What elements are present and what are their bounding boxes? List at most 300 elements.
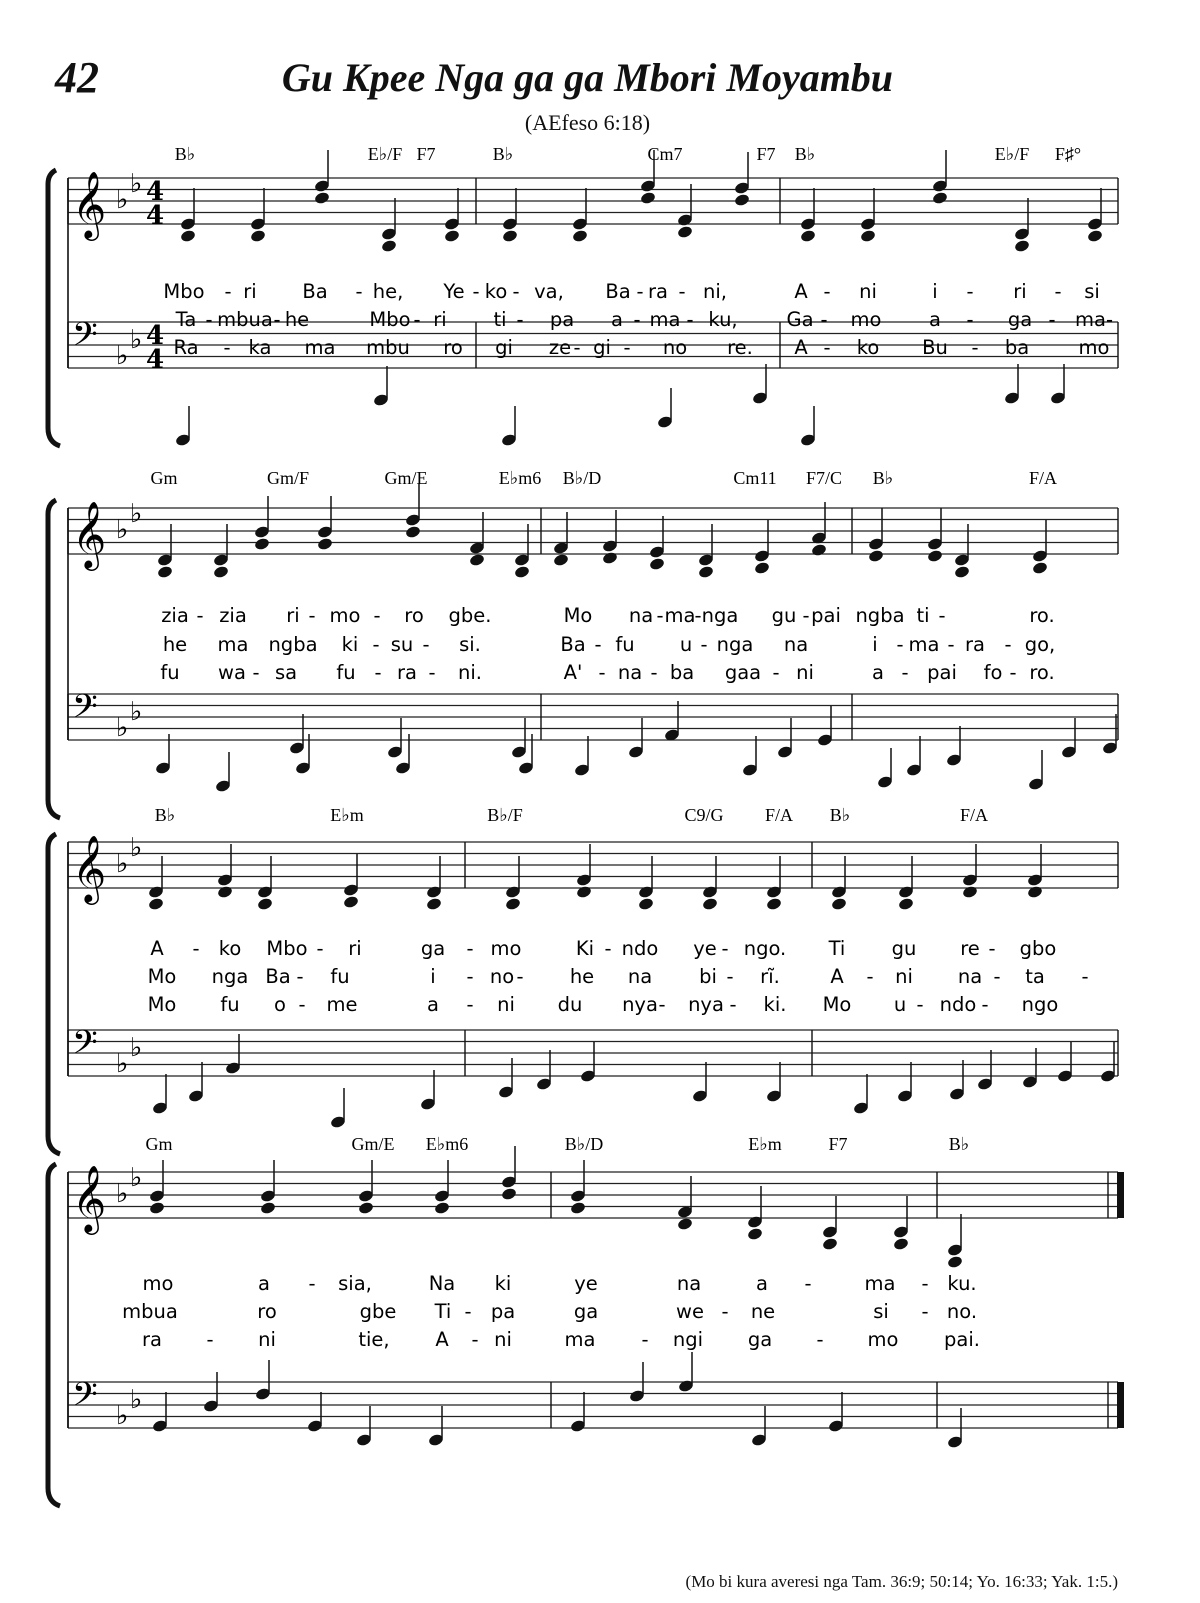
bass-note [356,1406,373,1447]
bass-clef-icon: 𝄢 [72,1024,98,1070]
bass-note [946,726,963,767]
lyric-syllable: Bu [922,336,948,359]
bass-note [152,1392,169,1433]
chord-symbol: F7/C [805,468,843,488]
lyric-syllable: a [611,308,623,331]
bass-note [574,736,591,777]
lyric-syllable: mo [1078,336,1110,359]
lyric-syllable: si. [459,633,481,656]
notehead [149,1201,166,1215]
key-flat-icon: ♭ [130,1385,143,1415]
treble-note [811,502,828,557]
lyric-syllable: - [804,1272,812,1295]
lyric-syllable: pa [490,1300,516,1323]
lyric-syllable: - [901,661,909,684]
lyric-syllable: - [296,965,304,988]
lyric-syllable: - [472,280,480,303]
lyric-syllable: ni [895,965,913,988]
bass-clef-icon: 𝄢 [72,688,98,734]
treble-note [1032,520,1049,575]
notehead [898,897,915,911]
notehead [754,561,771,575]
chord-symbol: B♭ [154,805,176,825]
lyric-syllable: ro [257,1300,277,1323]
lyric-syllable: o [274,993,286,1016]
notehead [831,897,848,911]
bass-note [1022,1048,1039,1089]
lyric-syllable: rĩ. [760,965,780,988]
bass-note [853,1074,870,1115]
lyric-syllable: gaa [724,661,762,684]
lyric-syllable: gbe. [448,604,492,627]
notehead [469,553,486,567]
chord-symbol: F/A [959,805,989,825]
lyric-syllable: ri [286,604,300,627]
treble-clef-icon: 𝄞 [72,1164,107,1232]
treble-note [257,856,274,911]
lyric-syllable: pa [549,308,575,331]
treble-note [927,508,944,563]
lyric-syllable: - [512,280,520,303]
system-brace [48,834,60,1154]
treble-note [149,1160,166,1215]
lyric-syllable: me [326,993,358,1016]
time-signature-top: 4 [146,177,165,207]
bass-note [877,748,894,789]
treble-note [405,484,422,539]
lyric-syllable: - [721,1300,729,1323]
notehead [868,549,885,563]
lyric-syllable: wa [218,661,246,684]
lyric-syllable: - [656,604,664,627]
treble-note [677,1176,694,1231]
bass-note [373,366,390,407]
lyric-syllable: - [823,280,831,303]
lyric-syllable: - [604,937,612,960]
lyric-line-verse-3 [148,993,1059,1016]
bass-note [188,1062,205,1103]
key-flat-icon: ♭ [116,515,129,545]
bass-note [307,1392,324,1433]
key-flat-icon: ♭ [116,1401,129,1431]
hymn-number: 42 [55,53,99,102]
bass-note [570,1392,587,1433]
lyric-syllable: - [729,993,737,1016]
notehead [811,543,828,557]
lyric-syllable: mbua [217,308,273,331]
lyric-syllable: ngi [672,1328,704,1351]
lyric-syllable: Ba [560,633,586,656]
bass-note [428,1406,445,1447]
lyric-syllable: - [726,965,734,988]
lyric-syllable: Mo [822,993,852,1016]
lyric-syllable: Mo [147,993,177,1016]
lyric-syllable: - [1004,633,1012,656]
lyric-syllable: Ga [786,308,814,331]
lyric-syllable: ngo [1021,993,1059,1016]
lyric-syllable: - [966,308,974,331]
lyric-syllable: ni [494,1328,512,1351]
lyric-syllable: - [464,1300,472,1323]
lyric-syllable: A [435,1328,449,1351]
hymn-title: Gu Kpee Nga ga ga Mbori Moyambu [281,55,894,100]
lyric-syllable: ko [856,336,880,359]
lyric-syllable: - [516,308,524,331]
chord-symbol: F/A [764,805,794,825]
lyric-syllable: ne [750,1300,776,1323]
lyric-syllable: si [873,1300,889,1323]
treble-note [947,1214,964,1269]
lyric-syllable: mbua [122,1300,178,1323]
lyric-syllable: - [1009,661,1017,684]
bass-note [897,1062,914,1103]
lyric-syllable: gu [891,937,917,960]
lyric-syllable: - [428,661,436,684]
lyric-syllable: ngba [855,604,905,627]
treble-note [649,516,666,571]
system-2 [48,468,1118,818]
lyric-syllable: gi [593,336,611,359]
treble-note [1087,188,1104,243]
key-flat-icon: ♭ [130,325,143,355]
treble-note [317,496,334,551]
lyric-syllable: gu [771,604,797,627]
bass-note [289,714,306,755]
chord-symbol: B♭ [794,144,816,164]
bass-note [1057,1042,1074,1083]
lyric-syllable: ku. [947,1272,977,1295]
bass-staff [68,1024,1118,1079]
lyric-syllable: - [650,661,658,684]
notehead [702,897,719,911]
bass-note [330,1088,347,1129]
lyric-syllable: ni [796,661,814,684]
bass-note [828,1392,845,1433]
lyric-syllable: ro [443,336,463,359]
bass-note [215,752,232,793]
notehead [927,549,944,563]
notehead [677,225,694,239]
lyric-syllable: - [916,993,924,1016]
lyric-syllable: ma [908,633,940,656]
lyric-syllable: go, [1024,633,1056,656]
lyric-syllable: ndo [939,993,977,1016]
lyric-syllable: si [1084,280,1100,303]
chord-symbol: F7 [416,144,436,164]
notehead [822,1237,839,1251]
lyric-syllable: ki [494,1272,512,1295]
lyric-syllable: fu [220,993,240,1016]
lyric-syllable: - [413,308,421,331]
treble-note [358,1160,375,1215]
final-barline [1117,1172,1124,1218]
bass-note [511,718,528,759]
treble-note [893,1196,910,1251]
lyric-syllable: - [678,280,686,303]
key-flat-icon: ♭ [116,1049,129,1079]
lyric-syllable: A' [563,661,583,684]
notehead [649,557,666,571]
notehead [358,1201,375,1215]
bass-note [255,1360,272,1401]
notehead [1087,229,1104,243]
bass-note [501,406,518,447]
notehead [213,565,230,579]
lyric-syllable: Ra [173,336,199,359]
lyric-syllable: ngba [268,633,318,656]
lyric-syllable: - [205,308,213,331]
lyric-syllable: - [598,661,606,684]
lyric-syllable: - [971,336,979,359]
key-flat-icon: ♭ [116,849,129,879]
lyric-syllable: ra [965,633,985,656]
notehead [180,229,197,243]
treble-note [254,496,271,551]
lyric-syllable: na [676,1272,702,1295]
notehead [444,229,461,243]
treble-note [638,856,655,911]
lyric-syllable: ko [218,937,242,960]
lyric-syllable: ye [693,937,717,960]
lyric-syllable: - [721,937,729,960]
treble-note [702,856,719,911]
lyric-syllable: - [772,661,780,684]
chord-symbol: B♭ [829,805,851,825]
notehead [602,551,619,565]
treble-note [426,856,443,911]
lyric-syllable: u [893,993,907,1016]
lyric-syllable: a [872,661,884,684]
lyric-syllable: va, [534,280,564,303]
treble-note [502,188,519,243]
lyric-syllable: Ba [265,965,291,988]
treble-note [514,524,531,579]
lyric-syllable: Ki [575,937,595,960]
notehead [250,229,267,243]
lyric-syllable: ye [574,1272,598,1295]
lyric-syllable: Ba [302,280,328,303]
treble-note [954,524,971,579]
lyric-syllable: ni [497,993,515,1016]
lyric-syllable: - [1054,280,1062,303]
lyric-syllable: bi [699,965,717,988]
bass-note [678,1352,695,1393]
key-flat-icon: ♭ [116,1179,129,1209]
bass-note [628,718,645,759]
chord-symbol: Gm [150,468,178,488]
treble-clef-icon: 𝄞 [72,834,107,902]
treble-note [1027,844,1044,899]
lyric-syllable: Ti [434,1300,452,1323]
lyric-syllable: u [679,633,693,656]
key-flat-icon: ♭ [116,713,129,743]
lyric-syllable: nya [622,993,658,1016]
lyric-syllable: ro. [1029,604,1055,627]
lyric-syllable: he [284,308,310,331]
lyric-syllable: - [866,965,874,988]
lyric-syllable: - [516,965,524,988]
bass-note [203,1372,220,1413]
treble-note [860,188,877,243]
lyric-syllable: - [466,993,474,1016]
lyric-syllable: - [192,937,200,960]
lyric-syllable: ki. [763,993,787,1016]
lyric-syllable: na [783,633,809,656]
treble-note [148,856,165,911]
system-1 [48,144,1118,447]
lyric-syllable: - [636,280,644,303]
bass-note [800,406,817,447]
lyric-syllable: ma [664,604,696,627]
notehead [381,239,398,253]
notehead [947,1255,964,1269]
lyric-syllable: - [372,633,380,656]
notehead [405,525,422,539]
lyric-syllable: nga [211,965,249,988]
lyric-line-verse-3 [160,661,1054,684]
bass-note [817,706,834,747]
lyric-syllable: ni. [458,661,482,684]
chord-symbol: B♭ [872,468,894,488]
lyric-syllable: tie, [358,1328,390,1351]
lyric-syllable: ra [397,661,417,684]
notehead [217,885,234,899]
chord-symbol: E♭/F [994,144,1030,164]
notehead [514,565,531,579]
notehead [1014,239,1031,253]
lyric-syllable: he [162,633,188,656]
treble-note [800,188,817,243]
key-flat-icon: ♭ [116,185,129,215]
notehead [553,553,570,567]
treble-note [576,844,593,899]
lyric-syllable: fu [160,661,180,684]
bass-clef-icon: 𝄢 [72,1376,98,1422]
chord-symbol: B♭/D [562,468,602,488]
treble-note [734,152,751,207]
treble-note [553,512,570,567]
lyric-syllable: no. [946,1300,978,1323]
treble-clef-icon: 𝄞 [72,170,107,238]
notehead [932,191,949,205]
lyric-syllable: i [430,965,436,988]
lyric-syllable: ma [217,633,249,656]
lyric-syllable: - [802,604,810,627]
treble-note [572,188,589,243]
lyric-syllable: - [252,661,260,684]
treble-note [180,188,197,243]
lyric-syllable: - [466,937,474,960]
notehead [501,1187,518,1201]
lyric-syllable: ze [548,336,572,359]
lyric-syllable: mo [142,1272,174,1295]
lyric-syllable: a [929,308,941,331]
treble-note [831,856,848,911]
notehead [157,565,174,579]
lyric-syllable: - [1081,965,1089,988]
lyric-syllable: ri [1013,280,1027,303]
bass-note [751,1406,768,1447]
notehead [893,1237,910,1251]
lyric-syllable: i [932,280,938,303]
lyric-syllable: zia [161,604,189,627]
key-flat-icon: ♭ [130,169,143,199]
treble-note [962,844,979,899]
chord-symbol: F7 [756,144,776,164]
notehead [734,193,751,207]
notehead [148,897,165,911]
lyric-syllable: ma [304,336,336,359]
lyric-syllable: Mbo [163,280,205,303]
lyric-syllable: ko [484,280,508,303]
lyric-syllable: ri [433,308,447,331]
lyric-syllable: mo [867,1328,899,1351]
lyric-syllable: ro. [1029,661,1055,684]
notehead [343,895,360,909]
lyric-syllable: mbu [366,336,410,359]
lyric-syllable: - [993,965,1001,988]
lyric-syllable: - [966,280,974,303]
bass-note [777,718,794,759]
footnote-references: (Mo bi kura averesi nga Tam. 36:9; 50:14; Yo. 16:33; Yak. 1:5.) [685,1572,1118,1591]
lyric-syllable: A [830,965,844,988]
lyric-syllable: - [373,604,381,627]
notehead [638,897,655,911]
lyric-line-verse-1 [161,604,1054,627]
lyric-syllable: sia, [338,1272,372,1295]
lyric-syllable: a [756,1272,768,1295]
notehead [502,229,519,243]
lyric-syllable: nga [716,633,754,656]
chord-symbol: C9/G [684,805,724,825]
lyric-syllable: ga [1007,308,1033,331]
lyric-syllable: su [390,633,414,656]
notehead [260,1201,277,1215]
lyric-syllable: na [957,965,983,988]
lyric-syllable: - [374,661,382,684]
lyric-syllable: ta [1025,965,1045,988]
lyric-syllable: ma [564,1328,596,1351]
bass-note [657,388,674,429]
treble-note [217,844,234,899]
bass-note [1028,750,1045,791]
lyric-syllable: a [427,993,439,1016]
bass-note [752,364,769,405]
bass-note [977,1050,994,1091]
notehead [1032,561,1049,575]
lyric-syllable: - [816,1328,824,1351]
lyric-syllable: gi [495,336,513,359]
chord-symbol: E♭m [330,805,364,825]
treble-note [343,854,360,909]
treble-note [250,188,267,243]
lyric-syllable: fu [336,661,356,684]
lyric-syllable: - [206,1328,214,1351]
lyric-syllable: ba [1004,336,1030,359]
key-flat-icon: ♭ [116,341,129,371]
lyric-syllable: A [794,280,808,303]
lyric-syllable: Ba [605,280,631,303]
lyric-syllable: ndo [621,937,659,960]
lyric-syllable: no [662,336,688,359]
lyric-syllable: du [557,993,583,1016]
lyric-syllable: ku, [708,308,738,331]
chord-symbol: Gm/E [384,468,428,488]
bass-note [766,1062,783,1103]
bass-note [906,736,923,777]
lyric-syllable: ga [420,937,446,960]
treble-note [157,524,174,579]
